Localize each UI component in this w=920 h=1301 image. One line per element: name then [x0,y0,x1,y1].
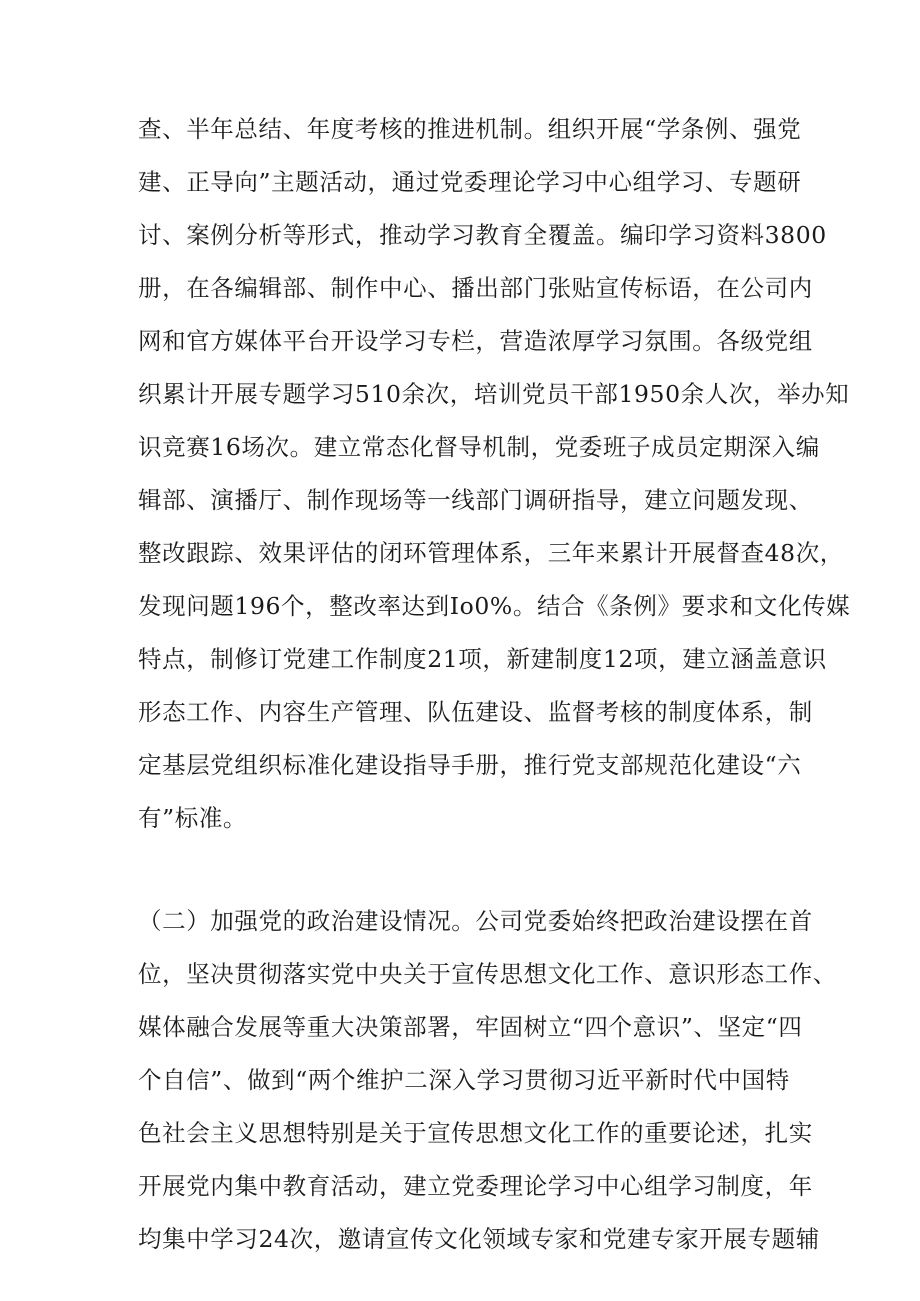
text-line: 识竞赛16场次。建立常态化督导机制，党委班子成员定期深入编 [138,433,820,461]
text-line: 形态工作、内容生产管理、队伍建设、监督考核的制度体系，制 [138,698,813,726]
text-line: 讨、案例分析等形式，推动学习教育全覆盖。编印学习资料3800 [138,221,827,249]
text-line: 位，坚决贯彻落实党中央关于宣传思想文化工作、意识形态工作、 [138,960,837,988]
text-line: 均集中学习24次，邀请宣传文化领域专家和党建专家开展专题辅 [138,1225,820,1253]
text-line: 色社会主义思想特别是关于宣传思想文化工作的重要论述，扎实 [138,1119,813,1147]
text-line: 辑部、演播厅、制作现场等一线部门调研指导，建立问题发现、 [138,486,813,514]
text-line: 有”标准。 [138,804,248,832]
text-line: 个自信”、做到“两个维护二深入学习贯彻习近平新时代中国特 [138,1066,790,1094]
text-line: 网和官方媒体平台开设学习专栏，营造浓厚学习氛围。各级党组 [138,327,813,355]
text-line: 媒体融合发展等重大决策部署，牢固树立“四个意识”、坚定“四 [138,1013,803,1041]
text-line: 特点，制修订党建工作制度21项，新建制度12项，建立涵盖意识 [138,645,827,673]
text-line: 册，在各编辑部、制作中心、播出部门张贴宣传标语，在公司内 [138,274,813,302]
text-line: 织累计开展专题学习510余次，培训党员干部1950余人次，举办知 [138,380,850,408]
text-line: 开展党内集中教育活动，建立党委理论学习中心组学习制度，年 [138,1172,813,1200]
text-line: 定基层党组织标准化建设指导手册，推行党支部规范化建设“六 [138,751,802,779]
text-line: 查、半年总结、年度考核的推进机制。组织开展“学条例、强党 [138,115,802,143]
text-line: 建、正导向”主题活动，通过党委理论学习中心组学习、专题研 [138,168,802,196]
text-line: 整改跟踪、效果评估的闭环管理体系，三年来累计开展督查48次， [138,539,844,567]
text-line: 发现问题196个，整改率达到Io0%。结合《条例》要求和文化传媒 [138,592,851,620]
section-heading-line: （二）加强党的政治建设情况。公司党委始终把政治建设摆在首 [138,907,813,935]
